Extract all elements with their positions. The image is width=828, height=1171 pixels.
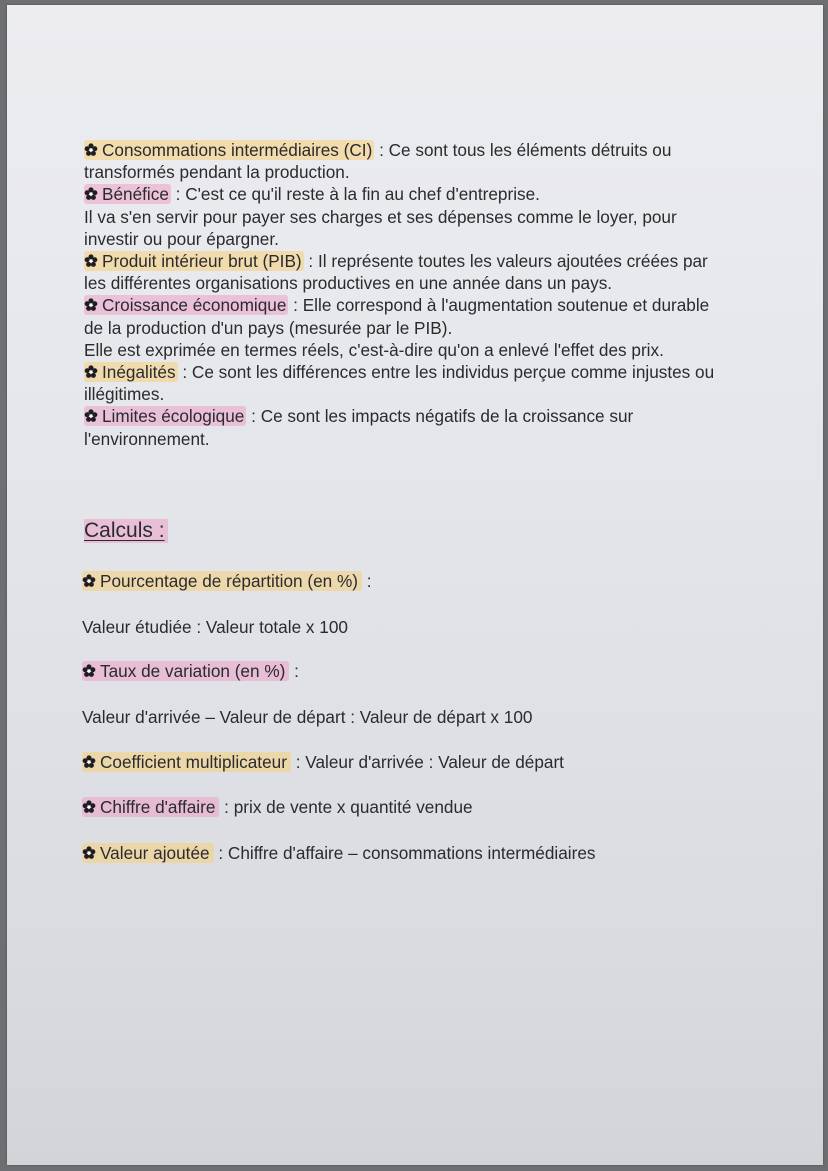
calc-chiffre-affaire [82, 797, 473, 818]
flower-icon [84, 409, 98, 423]
separator: : [288, 295, 303, 316]
term-label [84, 184, 171, 204]
term-label [84, 140, 374, 160]
term-limites: Limites écologique [102, 406, 245, 427]
calc-suffix: : [289, 661, 299, 681]
term-pib: Produit intérieur brut (PIB) [102, 251, 302, 272]
calc-suffix: : Chiffre d'affaire – consommations intermédiaires [213, 843, 596, 863]
term-label [82, 797, 219, 817]
definition-ci [84, 139, 724, 183]
term-label [82, 571, 362, 591]
flower-icon [84, 187, 98, 201]
definition-extra: Elle est exprimée en termes réels, c'est-à-dire qu'on a enlevé l'effet des prix. [84, 339, 664, 360]
calc-valeur-ajoutee [82, 843, 595, 864]
calc-heading-label: Taux de variation (en %) [100, 661, 286, 681]
definition-text: Elle correspond à l'augmentation soutenue et durable de la production d'un pays (mesurée par le PIB). [84, 295, 710, 338]
calc-taux-variation [82, 661, 299, 682]
flower-icon [82, 800, 96, 814]
flower-icon [84, 254, 98, 268]
calc-heading-label: Valeur ajoutée [100, 843, 210, 863]
formula-taux-variation: Valeur d'arrivée – Valeur de départ : Valeur de départ x 100 [82, 707, 533, 727]
calc-heading-label: Pourcentage de répartition (en %) [100, 571, 358, 591]
calc-heading-label: Coefficient multiplicateur [100, 752, 287, 772]
separator: : [246, 406, 261, 427]
flower-icon [84, 365, 98, 379]
term-benefice: Bénéfice [102, 184, 169, 205]
term-ci: Consommations intermédiaires (CI) [102, 140, 373, 160]
separator: : [303, 251, 318, 272]
term-label [82, 752, 291, 772]
paper-sheet [7, 5, 823, 1165]
definition-inegalites [84, 361, 724, 405]
formula-pourcentage: Valeur étudiée : Valeur totale x 100 [82, 617, 348, 637]
definitions-block [84, 139, 724, 450]
calc-suffix: : prix de vente x quantité vendue [219, 797, 473, 817]
calc-coefficient [82, 752, 564, 773]
calculs-title: Calculs : [84, 519, 168, 543]
term-label [82, 661, 289, 681]
calc-suffix: : [361, 571, 372, 591]
definition-pib [84, 250, 724, 294]
flower-icon [82, 846, 96, 860]
term-croissance: Croissance économique [102, 295, 287, 316]
definition-text: Ce sont tous les éléments détruits ou transformés pendant la production. [84, 140, 672, 183]
definition-extra: Il va s'en servir pour payer ses charges et ses dépenses comme le loyer, pour investir ou pour épargner. [84, 206, 677, 249]
calc-suffix: : Valeur d'arrivée : Valeur de départ [290, 752, 564, 772]
flower-icon [82, 755, 96, 769]
flower-icon [84, 298, 98, 312]
term-label [84, 362, 178, 382]
flower-icon [82, 574, 96, 588]
term-inegalites: Inégalités [102, 362, 176, 383]
flower-icon [84, 143, 98, 157]
definition-text: Ce sont les différences entre les individus perçue comme injustes ou illégitimes. [84, 362, 715, 405]
term-label [84, 295, 288, 315]
term-label [84, 251, 304, 271]
definition-text: Ce sont les impacts négatifs de la croissance sur l'environnement. [84, 406, 634, 449]
definition-text: C'est ce qu'il reste à la fin au chef d'entreprise. [185, 184, 540, 205]
separator: : [177, 362, 192, 383]
calc-heading-label: Chiffre d'affaire [100, 797, 216, 817]
definition-benefice [84, 183, 724, 250]
term-label [82, 843, 214, 863]
flower-icon [82, 664, 96, 678]
definition-limites [84, 405, 724, 449]
term-label [84, 406, 246, 426]
separator: : [170, 184, 186, 205]
calc-pourcentage [82, 571, 372, 592]
definition-text: Il représente toutes les valeurs ajoutées créées par les différentes organisations productives en une année dans un pays. [84, 251, 708, 294]
separator: : [374, 140, 389, 160]
definition-croissance [84, 294, 724, 361]
